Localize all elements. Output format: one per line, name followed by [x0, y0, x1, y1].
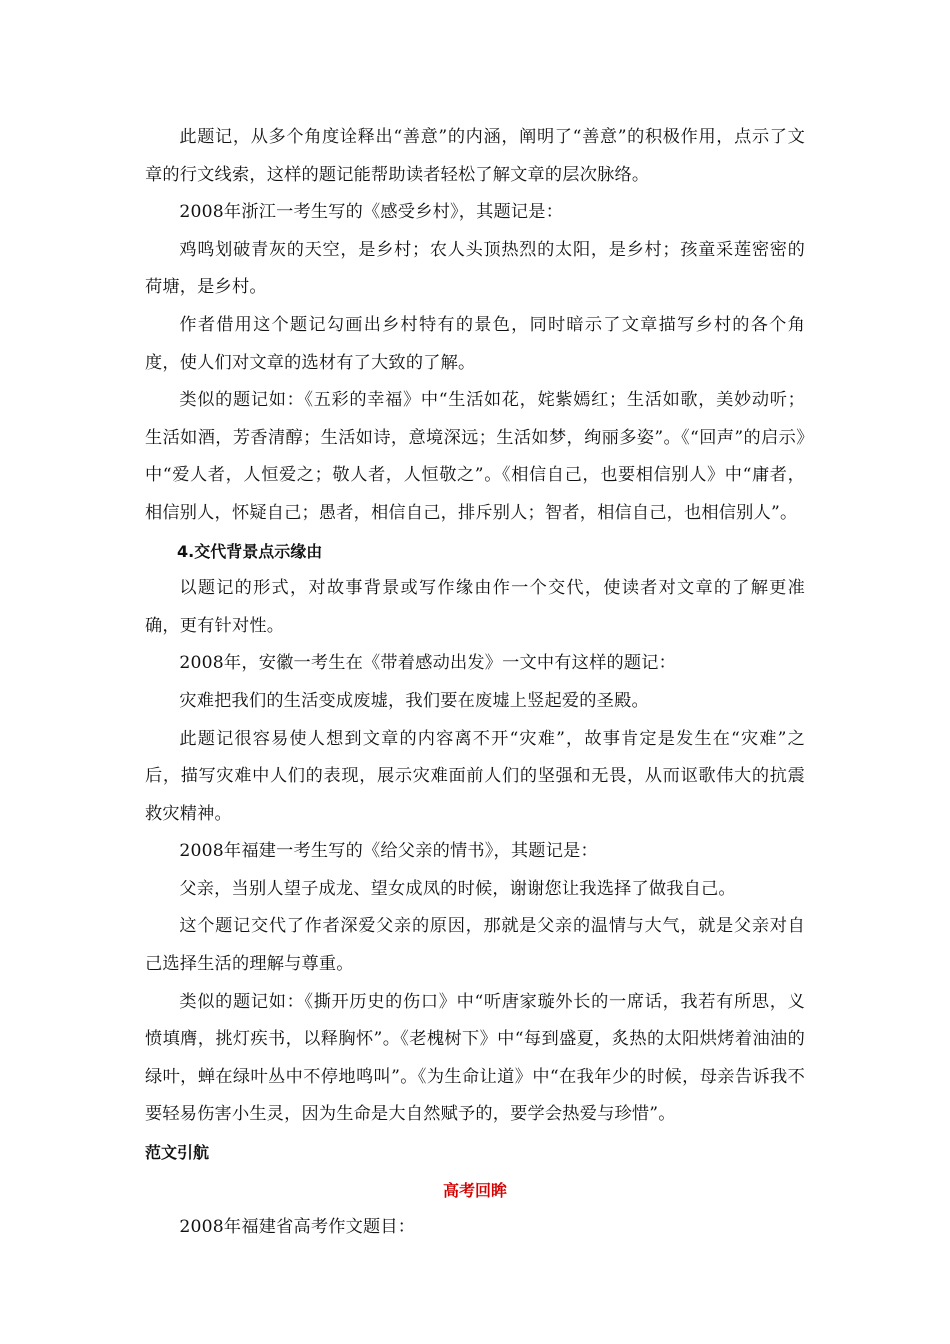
- paragraph: 2008年，安徽一考生在《带着感动出发》一文中有这样的题记：: [179, 653, 677, 674]
- paragraph: 作者借用这个题记勾画出乡村特有的景色，同时暗示了文章描写乡村的各个角度，使人们对文章的选材有了大致的了解。: [145, 314, 805, 373]
- paragraph: 以题记的形式，对故事背景或写作缘由作一个交代，使读者对文章的了解更准确，更有针对性。: [145, 578, 805, 636]
- paragraph: 这个题记交代了作者深爱父亲的原因，那就是父亲的温情与大气，就是父亲对自己选择生活的理解与尊重。: [145, 916, 805, 975]
- document-page: [145, 119, 805, 1247]
- paragraph: 鸡鸣划破青灰的天空，是乡村；农人头顶热烈的太阳，是乡村；孩童采莲密密的荷塘，是乡村。: [145, 239, 805, 298]
- paragraph: 2008年福建省高考作文题目：: [179, 1217, 416, 1238]
- paragraph: 此题记，从多个角度诠释出“善意”的内涵，阐明了“善意”的积极作用，点示了文章的行文线索，这样的题记能帮助读者轻松了解文章的层次脉络。: [145, 127, 805, 185]
- paragraph: 父亲，当别人望子成龙、望女成凤的时候，谢谢您让我选择了做我自己。: [179, 878, 736, 899]
- center-title: 高考回眸: [442, 1180, 507, 1200]
- paragraph: 此题记很容易使人想到文章的内容离不开“灾难”，故事肯定是发生在“灾难”之后，描写灾难中人们的表现，展示灾难面前人们的坚强和无畏，从而讴歌伟大的抗震救灾精神。: [145, 728, 805, 824]
- paragraph: 类似的题记如：《撕开历史的伤口》中“听唐家璇外长的一席话，我若有所思，义愤填膺，挑灯疾书，以释胸怀”。《老槐树下》中“每到盛夏，炙热的太阳烘烤着油油的绿叶，蝉在绿叶丛中不停地鸣叫”。《为生命让道》中“在我年少的时候，母亲告诉我不要轻易伤害小生灵，因为生命是大自然赋予的，要学会热爱与珍惜”。: [145, 991, 805, 1125]
- paragraph: 类似的题记如：《五彩的幸福》中“生活如花，姹紫嫣红；生活如歌，美妙动听；生活如酒，芳香清醇；生活如诗，意境深远；生活如梦，绚丽多姿”。《“回声”的启示》中“爱人者，人恒爱之；敬人者，人恒敬之”。《相信自己，也要相信别人》中“庸者，相信别人，怀疑自己；愚者，相信自己，排斥别人；智者，相信自己，也相信别人”。: [145, 390, 805, 523]
- paragraph: 2008年福建一考生写的《给父亲的情书》，其题记是：: [179, 841, 598, 862]
- paragraph: 2008年浙江一考生写的《感受乡村》，其题记是：: [179, 202, 564, 223]
- section-heading: 4.交代背景点示缘由: [177, 541, 323, 561]
- section-heading-2: 范文引航: [145, 1143, 210, 1163]
- paragraph: 灾难把我们的生活变成废墟，我们要在废墟上竖起爱的圣殿。: [179, 690, 649, 711]
